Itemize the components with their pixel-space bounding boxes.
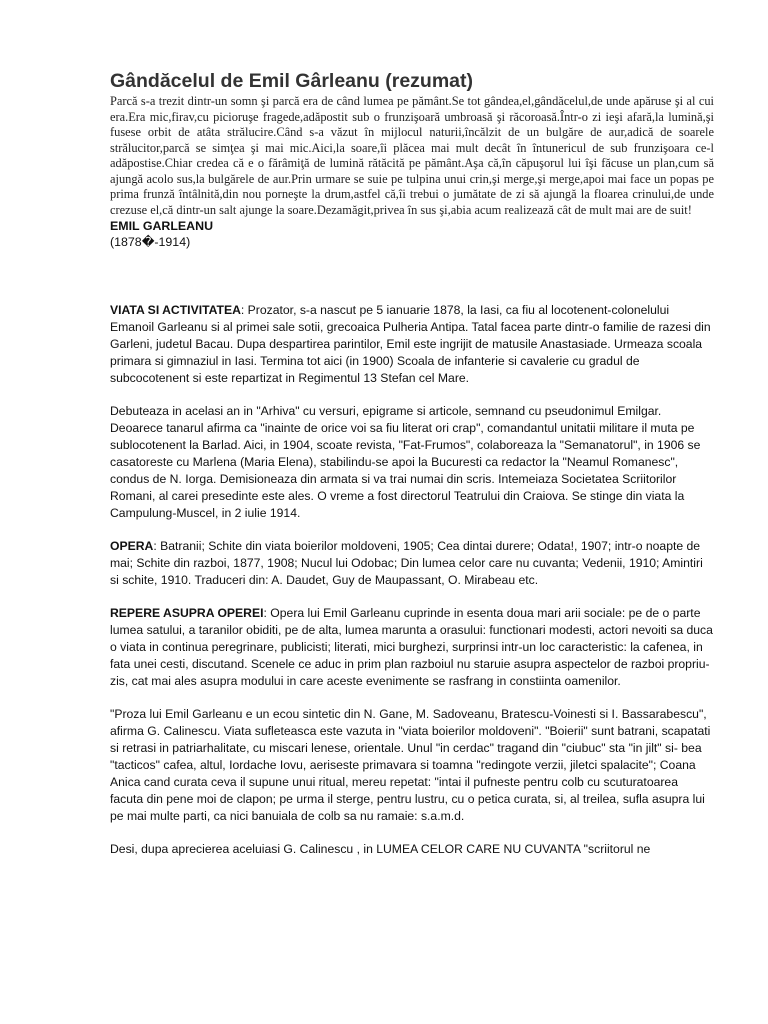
spacer [110, 250, 714, 302]
document-page [110, 68, 714, 874]
section-paragraph [110, 841, 714, 858]
section-paragraph [110, 538, 714, 589]
section-paragraph [110, 302, 714, 387]
section-paragraph [110, 706, 714, 825]
section-text: Desi, dupa aprecierea aceluiasi G. Calinescu , in LUMEA CELOR CARE NU CUVANTA "scriitorul ne [110, 842, 651, 856]
section-paragraph [110, 403, 714, 522]
section-heading: REPERE ASUPRA OPEREI [110, 606, 264, 620]
section-heading: VIATA SI ACTIVITATEA [110, 303, 241, 317]
section-text: : Prozator, s-a nascut pe 5 ianuarie 1878, la Iasi, ca fiu al locotenent-colonelului Emanoil Garleanu si al primei sale sotii, grecoaica Pulheria Antipa. Tatal facea parte dintr-o familie de razesi din Garleni, judetul Bacau. Dupa despartirea parintilor, Emil este ingrijit de matusile Anastasiade. Urmeaza scoala primara si gimnaziul in Iasi. Termina tot aici (in 1900) Scoala de infanterie si cavalerie cu gradul de subcocotenent si este repartizat in Regimentul 13 Stefan cel Mare. [110, 303, 711, 385]
author-years: (1878�-1914) [110, 235, 191, 249]
author-name-text: EMIL GARLEANU [110, 219, 214, 233]
document-title: Gândăcelul de Emil Gârleanu (rezumat) [110, 70, 474, 92]
section-text: : Opera lui Emil Garleanu cuprinde in esenta doua mari arii sociale: pe de o parte lumea satului, a taranilor obiditi, pe de alta, lumea maruntа a orasului: functionari modesti, actori nevoiti sa duca o viata in continua peregrinare, publicisti; literati, mici burghezi, surprinsi intr-un loc caracteristic: la cafenea, in fata unei cesti, discutand. Scenele ce aduc in prim plan razboiul nu staruie asupra aspectelor de razboi propriu-zis, cat mai ales asupra modului in care aceste evenimente se rasfrang in constiinta oamenilor. [110, 606, 713, 688]
author-name [110, 218, 714, 234]
section-heading: OPERA [110, 539, 154, 553]
section-text: : Batranii; Schite din viata boierilor moldoveni, 1905; Cea dintai durere; Odata!, 1907; intr-o noapte de mai; Schite din razboi, 1877, 1908; Nucul lui Odobac; Din lumea celor care nu cuvanta; Vedenii, 1910; Amintiri si schite, 1910. Traduceri din: A. Daudet, Guy de Maupassant, O. Mirabeau etc. [110, 539, 703, 587]
section-paragraph [110, 605, 714, 690]
section-text: "Proza lui Emil Garleanu e un ecou sintetic din N. Gane, M. Sadoveanu, Bratescu-Voinesti si I. Bassarabescu", afirma G. Calinescu. Viata sufleteasca este vazuta in "viata boierilor moldoveni". "Boierii" sunt batrani, scapatati si retrasi in patriarhalitate, cu miscari lenese, orientale. Unul "in cerdac" tragand din "ciubuc" sta "in jilt" si- bea "tacticos" cafea, altul, Iordache Iovu, aeriseste primavara si toamna "redingote verzii, jiletci spalacite"; Coana Anica cand curata ceva il supune unui ritual, mereu repetat: "intai il pufneste pentru colb cu scuturatoarea facuta din pene moi de clapon; pe urma il sterge, pentru lustru, cu o petica curata, si, al treilea, sufla asupra lui pe mai multe parti, ca nici banuiala de colb sa nu ramaie: s.a.m.d. [110, 707, 711, 823]
summary-paragraph: Parcă s-a trezit dintr-un somn şi parcă era de când lumea pe pământ.Se tot gândea,el,gândăcelul,de unde apăruse şi al cui era.Era mic,firav,cu picioruşe fragede,adăpostit sub o frunzişoară umbroasă şi răcoroasă.Într-o zi ieşi afară,la lumină,şi fusese orbit de atâta strălucire.Când s-a văzut în mijlocul naturii,încălzit de un bulgăre de aur,adică de soarele strălucitor,parcă se simţea şi mai mic.Aici,la soare,îi plăcea mai mult decât în întunericul de sub frunzişoara ce-l adăpostise.Chiar credea că e o fărâmiţă de lumină rătăcită pe pământ.Aşa că,în căpuşorul lui îşi făcuse un plan,cum să ajungă acolo sus,la bulgărele de aur.Prin urmare se suie pe tulpina unui crin,şi merge,şi merge,apoi mai face un popas pe prima frunză întâlnită,din nou porneşte la drum,astfel că,îi trebui o jumătate de zi să ajungă la floarea crinului,de unde crezuse el,că dintr-un salt ajunge la soare.Dezamăgit,privea în sus şi,abia acum realizează cât de mult mai are de suit! [110, 94, 714, 217]
section-text: Debuteaza in acelasi an in "Arhiva" cu versuri, epigrame si articole, semnand cu pseudonimul Emilgar. Deoarece tanarul afirma ca "inainte de orice voi sa fiu literat ori crap", comandantul unitatii militare il muta pe sublocotenent la Barlad. Aici, in 1904, scoate revista, "Fat-Frumos", colaboreaza la "Semanatorul", in 1906 se casatoreste cu Marlena (Maria Elena), stabilindu-se apoi la Bucuresti ca redactor la "Neamul Romanesc", condus de N. Iorga. Demisioneaza din armata si va trai numai din scris. Intemeiaza Societatea Scriitorilor Romani, al carei presedinte este ales. O vreme a fost directorul Teatrului din Craiova. Se stinge din viata la Campulung-Muscel, in 2 iulie 1914. [110, 404, 701, 520]
